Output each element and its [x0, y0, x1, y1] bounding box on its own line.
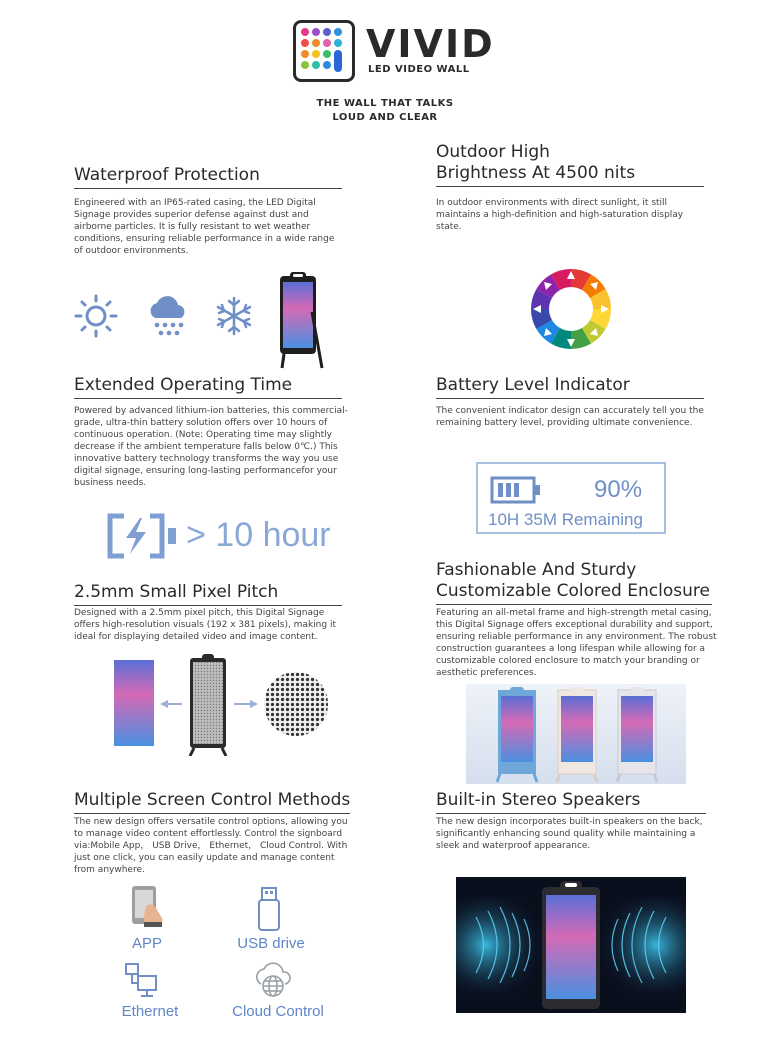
control-method-cloud: Cloud Control: [232, 1003, 324, 1020]
control-title: Multiple Screen Control Methods: [74, 789, 350, 814]
battery-indicator-panel: [476, 462, 666, 534]
cream-enclosure: [557, 687, 597, 782]
control-method-ethernet: Ethernet: [121, 1003, 179, 1020]
snowflake-icon: [213, 295, 255, 337]
brightness-title-line-2: Brightness At 4500 nits: [436, 163, 636, 183]
control-method-usb: USB drive: [237, 935, 305, 952]
white-enclosure: [617, 687, 657, 782]
speakers-title: Built-in Stereo Speakers: [436, 789, 706, 814]
battery-level-icon: [490, 476, 542, 504]
logo-dots-icon: [296, 23, 352, 79]
signage-stand-image: [274, 272, 324, 370]
screen-image: [114, 660, 154, 746]
brand-logo: [293, 20, 355, 82]
speakers-body: The new design incorporates built-in speakers on the back, significantly enhancing sound quality while maintaining a sleek and waterproof appearance.: [436, 817, 703, 851]
enclosure-body: Featuring an all-metal frame and high-strength metal casing, this Digital Signage offers exceptional durability and support, ensuring reliable performance in any environment. The robust construction guarantees a long lifespan while allowing for a customizable colored enclosure to match your branding or aesthetic preferences.: [436, 608, 717, 678]
battery-body: The convenient indicator design can accurately tell you the remaining battery level, providing ultimate convenience.: [436, 406, 704, 428]
battery-remaining: 10H 35M Remaining: [488, 510, 643, 529]
brightness-title-line-1: Outdoor High: [436, 142, 550, 162]
stereo-speakers-image: [456, 877, 686, 1013]
operating-hours-graphic: > 10 hour: [186, 516, 331, 554]
usb-drive-icon: [256, 886, 282, 932]
ethernet-icon: [124, 962, 158, 998]
tagline: [300, 97, 470, 125]
operating-body: Powered by advanced lithium-ion batteries, this commercial-grade, ultra-thin battery solution offers over 10 hours of continuous operation. (Note: Operating time may slightly decrease if the ambient temperature falls below 0℃.) This innovative battery technology transforms the way you use digital signage, ensuring long-lasting performancefor your business needs.: [74, 406, 348, 488]
tagline-line-2: LOUD AND CLEAR: [332, 112, 438, 123]
enclosure-title: [436, 560, 712, 605]
pixel-body: Designed with a 2.5mm pixel pitch, this Digital Signage offers high-resolution visuals (192 x 381 pixels), making it ideal for displaying detailed video and image content.: [74, 608, 336, 642]
color-wheel-icon: [528, 266, 614, 352]
mobile-app-icon: [128, 884, 168, 928]
waterproof-title: Waterproof Protection: [74, 164, 342, 189]
battery-percent: 90%: [594, 476, 643, 503]
sun-icon: [72, 292, 120, 340]
pixel-pitch-diagram: [110, 652, 348, 756]
operating-title: Extended Operating Time: [74, 374, 342, 399]
brand-subtitle: LED VIDEO WALL: [368, 64, 470, 75]
control-method-app: APP: [131, 935, 162, 952]
blue-enclosure: [497, 687, 537, 782]
colored-enclosures-image: [466, 684, 686, 784]
tagline-line-1: THE WALL THAT TALKS: [316, 98, 454, 109]
enclosure-title-line-1: Fashionable And Sturdy: [436, 560, 637, 580]
brightness-body: In outdoor environments with direct sunlight, it still maintains a high-definition and high-saturation display state.: [436, 198, 684, 232]
brightness-title: [436, 142, 704, 187]
waterproof-body: Engineered with an IP65-rated casing, the LED Digital Signage provides superior defense against dust and airborne particles. It is fully resistant to wet weather conditions, ensuring reliable performance in a wide range of outdoor environments.: [74, 198, 335, 256]
brand-name: VIVID: [366, 22, 495, 66]
enclosure-title-line-2: Customizable Colored Enclosure: [436, 581, 710, 601]
control-body: The new design offers versatile control options, allowing you to manage video content effortlessly. Control the signboard via:Mobile App， USB Drive， Ethernet， Cloud Control. With just one click, you can easily update and manage content from anywhere.: [74, 817, 348, 875]
battery-charging-icon: [106, 512, 182, 560]
pixel-title: 2.5mm Small Pixel Pitch: [74, 581, 342, 606]
cloud-control-icon: [252, 958, 294, 1000]
battery-title: Battery Level Indicator: [436, 374, 704, 399]
pixel-zoom-image: [264, 672, 328, 736]
rain-cloud-icon: [145, 292, 191, 340]
